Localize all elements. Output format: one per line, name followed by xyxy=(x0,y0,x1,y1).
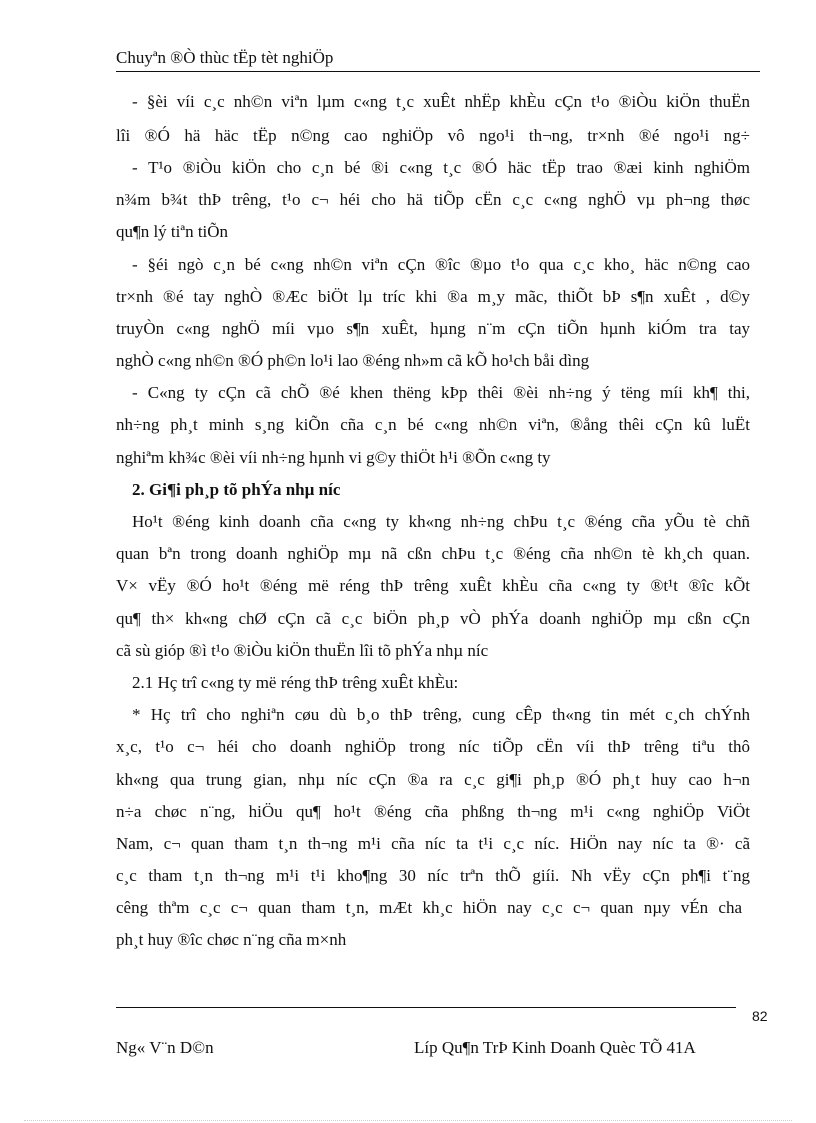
paragraph-line: Ho¹t ®éng kinh doanh cña c«ng ty kh«ng nh÷ng chÞu t¸c ®éng cña yÕu tè chñ xyxy=(132,512,750,531)
header-rule xyxy=(116,71,760,72)
paragraph-line: V× vËy ®Ó ho¹t ®éng më réng thÞ trêng xuÊt khÈu cña c«ng ty ®t¹t ®îc kÕt xyxy=(116,576,750,595)
paragraph-line: nghÒ c«ng nh©n ®Ó ph©n lo¹i lao ®éng nh»m cã kÕ ho¹ch båi dìng xyxy=(116,351,590,370)
paragraph-line: quan bªn trong doanh nghiÖp mµ nã cßn chÞu t¸c ®éng cña nh©n tè kh¸ch quan. xyxy=(116,544,750,563)
subsection-heading: 2.1 Hç trî c«ng ty më réng thÞ trêng xuÊt khÈu: xyxy=(132,673,459,692)
page-number: 82 xyxy=(752,1008,768,1024)
paragraph-line: ph¸t huy ®îc chøc n¨ng cña m×nh xyxy=(116,930,347,949)
paragraph-line: * Hç trî cho nghiªn cøu dù b¸o thÞ trêng, cung cÊp th«ng tin mét c¸ch chÝnh xyxy=(132,705,750,724)
paragraph-line: kh«ng qua trung gian, nhµ níc cÇn ®a ra c¸c gi¶i ph¸p ®Ó ph¸t huy cao h¬n xyxy=(116,770,750,789)
paragraph-line: nghiªm kh¾c ®èi víi nh÷ng hµnh vi g©y thiÖt h¹i ®Õn c«ng ty xyxy=(116,448,551,467)
section-heading: 2. Gi¶i ph¸p tõ phÝa nhµ níc xyxy=(132,480,341,499)
paragraph-line: - T¹o ®iÒu kiÖn cho c¸n bé ®i c«ng t¸c ®Ó häc tËp trao ®æi kinh nghiÖm xyxy=(132,158,750,177)
paragraph-line: lîi ®Ó hä häc tËp n©ng cao nghiÖp vô ngo¹i th¬ng, tr×nh ®é ngo¹i ng÷ xyxy=(116,126,750,145)
footer-class-name: Líp Qu¶n TrÞ Kinh Doanh Quèc TÕ 41A xyxy=(414,1038,696,1057)
paragraph-line: n¾m b¾t thÞ trêng, t¹o c¬ héi cho hä tiÕp cËn c¸c c«ng nghÖ vµ ph¬ng thøc xyxy=(116,190,750,209)
paragraph-line: qu¶n lý tiªn tiÕn xyxy=(116,222,229,241)
page-header-title: Chuyªn ®Ò thùc tËp tèt nghiÖp xyxy=(116,48,334,67)
paragraph-line: cã sù gióp ®ì t¹o ®iÒu kiÖn thuËn lîi tõ phÝa nhµ níc xyxy=(116,641,489,660)
paragraph-line: qu¶ th× kh«ng chØ cÇn cã c¸c biÖn ph¸p vÒ phÝa doanh nghiÖp mµ cßn cÇn xyxy=(116,609,750,628)
paragraph-line: - C«ng ty cÇn cã chÕ ®é khen thëng kÞp thêi ®èi nh÷ng ý tëng míi kh¶ thi, xyxy=(132,383,750,402)
paragraph-line: n÷a chøc n¨ng, hiÖu qu¶ ho¹t ®éng cña phßng th¬ng m¹i c«ng nghiÖp ViÖt xyxy=(116,802,750,821)
paragraph-line: c¸c tham t¸n th¬ng m¹i t¹i kho¶ng 30 níc trªn thÕ giíi. Nh vËy cÇn ph¶i t¨ng xyxy=(116,866,750,885)
paragraph-line: - §èi víi c¸c nh©n viªn lµm c«ng t¸c xuÊt nhËp khÈu cÇn t¹o ®iÒu kiÖn thuËn xyxy=(132,92,750,111)
paragraph-line: x¸c, t¹o c¬ héi cho doanh nghiÖp trong níc tiÕp cËn víi thÞ trêng tiªu thô xyxy=(116,737,750,756)
page-bottom-border xyxy=(24,1120,792,1121)
paragraph-line: tr×nh ®é tay nghÒ ®Æc biÖt lµ tríc khi ®a m¸y mãc, thiÕt bÞ s¶n xuÊt , d©y xyxy=(116,287,750,306)
paragraph-line: nh÷ng ph¸t minh s¸ng kiÕn cña c¸n bé c«ng nh©n viªn, ®ång thêi cÇn kû luËt xyxy=(116,415,750,434)
footer-rule xyxy=(116,1007,736,1008)
paragraph-line: Nam, c¬ quan tham t¸n th¬ng m¹i cña níc ta t¹i c¸c níc. HiÖn nay níc ta ®· cã xyxy=(116,834,750,853)
paragraph-line: cêng thªm c¸c c¬ quan tham t¸n, mÆt kh¸c hiÖn nay c¸c c¬ quan nµy vÉn cha xyxy=(116,898,742,917)
footer-author: Ng« V¨n D©n xyxy=(116,1038,214,1057)
paragraph-line: truyÒn c«ng nghÖ míi vµo s¶n xuÊt, hµng n¨m cÇn tiÕn hµnh kiÓm tra tay xyxy=(116,319,750,338)
paragraph-line: - §éi ngò c¸n bé c«ng nh©n viªn cÇn ®îc ®µo t¹o qua c¸c kho¸ häc n©ng cao xyxy=(132,255,750,274)
